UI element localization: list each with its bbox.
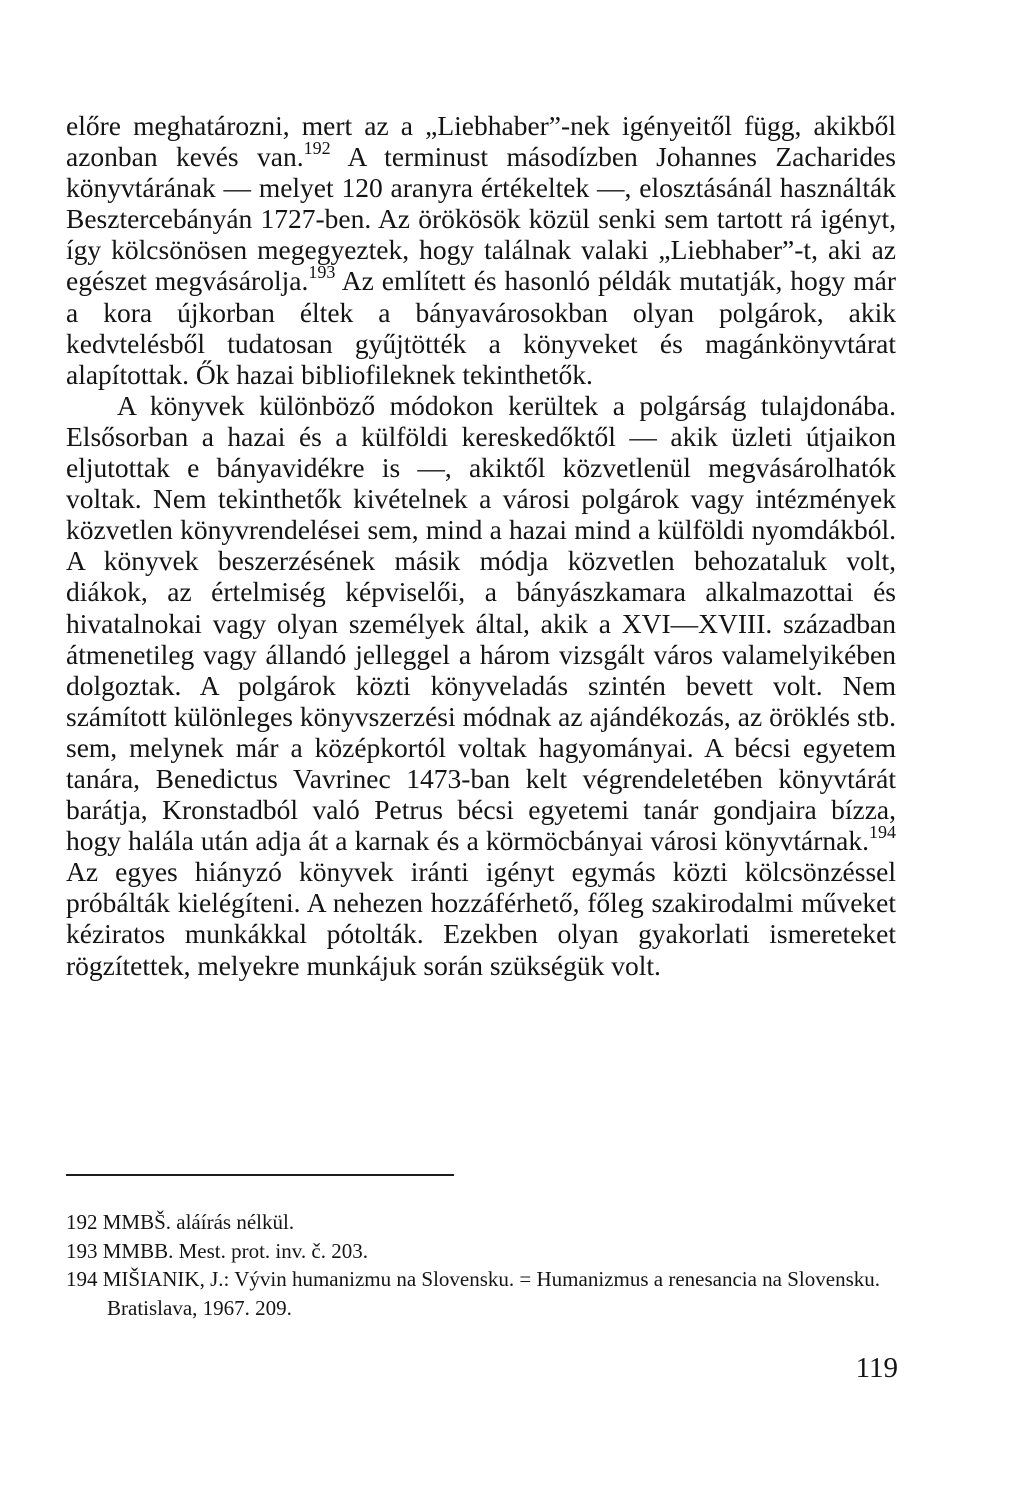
paragraph-2	[66, 390, 896, 981]
footnote-193: 193 MMBB. Mest. prot. inv. č. 203.	[66, 1238, 368, 1263]
paragraph-1	[66, 110, 896, 390]
footnote-ref-192: 192	[303, 137, 331, 158]
footnote-194: 194 MIŠIANIK, J.: Vývin humanizmu na Slovensku. = Humanizmus a renesancia na Slovensku. Bratislava, 1967. 209.	[66, 1267, 881, 1320]
paragraph-1-text-a: előre meghatározni, mert az a „Liebhaber”-nek igényeitől függ, akikből azonban kevés van.	[66, 110, 896, 173]
footnote-ref-193: 193	[308, 262, 336, 283]
paragraph-2-text-b: Az egyes hiányzó könyvek iránti igényt egymás közti kölcsönzéssel próbálták kielégíteni. A nehezen hozzáférhető, főleg szakirodalmi műveket kéziratos munkákkal pótolták. Ezekben olyan gyakorlati ismereteket rögzítettek, melyekre munkájuk során szükségük volt.	[66, 856, 896, 981]
footnotes	[66, 1208, 896, 1322]
paragraph-2-text-a: A könyvek különböző módokon kerültek a polgárság tulajdonába. Elsősorban a hazai és a külföldi kereskedőktől — akik üzleti útjaikon eljutottak e bányavidékre is —, akiktől közvetlenül megvásárolhatók voltak. Nem tekinthetők kivételnek a városi polgárok vagy intézmények közvetlen könyvrendelései sem, mind a hazai mind a külföldi nyomdákból. A könyvek beszerzésének másik módja közvetlen behozataluk volt, diákok, az értelmiség képviselői, a bányászkamara alkalmazottai és hivatalnokai vagy olyan személyek által, akik a XVI—XVIII. században átmenetileg vagy állandó jelleggel a három vizsgált város valamelyikében dolgoztak. A polgárok közti könyveladás szintén bevett volt. Nem számított különleges könyvszerzési módnak az ajándékozás, az öröklés stb. sem, melynek már a középkortól voltak hagyományai. A bécsi egyetem tanára, Benedictus Vavrinec 1473-ban kelt végrendeletében könyvtárát barátja, Kronstadból való Petrus bécsi egyetemi tanár gondjaira bízza, hogy halála után adja át a karnak és a körmöcbányai városi könyvtárnak.	[66, 389, 896, 857]
footnote-separator	[66, 1174, 454, 1176]
footnote-192: 192 MMBŠ. aláírás nélkül.	[66, 1210, 295, 1234]
paragraph-1-text-b: A terminust másodízben Johannes Zacharides könyvtárának — melyet 120 aranyra értékeltek —, elosztásánál használták Besztercebányán 1727-ben. Az örökösök közül senki sem tartott rá igényt, így kölcsönösen megegyeztek, hogy találnak valaki „Liebhaber”-t, aki az egészet megvásárolja.	[66, 141, 897, 297]
footnote-ref-194: 194	[869, 822, 896, 842]
page-number: 119	[855, 1352, 898, 1384]
main-text	[66, 110, 896, 981]
paragraph-1-text-c: Az említett és hasonló példák mutatják, hogy már a kora újkorban éltek a bányavárosokban olyan polgárok, akik kedvtelésből tudatosan gyűjtötték a könyveket és magánkönyvtárat alapítottak. Ők hazai bibliofileknek tekinthetők.	[66, 265, 896, 390]
